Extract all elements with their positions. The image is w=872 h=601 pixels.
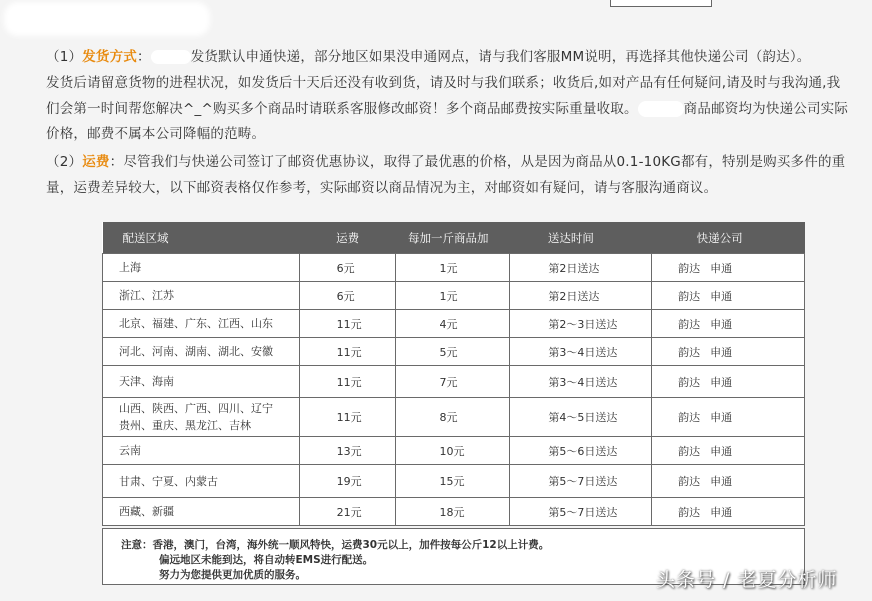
cell-add: 15元: [395, 465, 510, 498]
cell-carrier: 韵达 申通: [652, 398, 805, 437]
cell-region: 甘肃、宁夏、内蒙古: [103, 465, 300, 498]
cell-carrier: 韵达 申通: [652, 437, 805, 465]
cell-time: 第2～3日送达: [510, 310, 652, 338]
cell-add: 10元: [395, 437, 510, 465]
cell-time: 第4～5日送达: [510, 398, 652, 437]
cell-region: 上海: [103, 254, 300, 282]
shipping-rate-table: [102, 222, 805, 526]
header-region: 配送区域: [103, 222, 300, 254]
table-row: [103, 310, 805, 338]
table-row: [103, 254, 805, 282]
section1-line1: （1）发货方式： 发货默认申通快递，部分地区如果没申通网点，请与我们客服MM说明，再选择其他快递公司（韵达）。: [46, 49, 811, 65]
cell-fee: 11元: [299, 338, 395, 366]
cell-time: 第2日送达: [510, 282, 652, 310]
cell-time: 第3～4日送达: [510, 338, 652, 366]
note-line1: 注意：香港，澳门，台湾，海外统一顺风特快，运费30元以上，加件按每公斤12以上计费。: [121, 539, 550, 551]
cell-region: 浙江、江苏: [103, 282, 300, 310]
header-carrier: 快递公司: [652, 222, 805, 254]
cell-add: 4元: [395, 310, 510, 338]
note-line3: 努力为您提供更加优质的服务。: [159, 569, 306, 581]
cell-add: 8元: [395, 398, 510, 437]
cell-region: 山西、陕西、广西、四川、辽宁 贵州、重庆、黑龙江、吉林: [103, 398, 300, 437]
cell-fee: 11元: [299, 398, 395, 437]
cell-region: 河北、河南、湖南、湖北、安徽: [103, 338, 300, 366]
section2-label: 运费: [82, 154, 110, 170]
note-line2: 偏远地区未能到达，将自动转EMS进行配送。: [159, 554, 374, 566]
top-button-edge: [610, 0, 712, 7]
redacted-blur: [638, 101, 684, 117]
cell-add: 1元: [395, 254, 510, 282]
cell-fee: 13元: [299, 437, 395, 465]
cell-fee: 19元: [299, 465, 395, 498]
cell-region: 西藏、新疆: [103, 498, 300, 526]
cell-time: 第2日送达: [510, 254, 652, 282]
cell-region: 北京、福建、广东、江西、山东: [103, 310, 300, 338]
cell-add: 5元: [395, 338, 510, 366]
cell-carrier: 韵达 申通: [652, 338, 805, 366]
redacted-blur-top-left: [4, 2, 210, 36]
cell-carrier: 韵达 申通: [652, 282, 805, 310]
table-header-row: [103, 222, 805, 254]
cell-time: 第5～7日送达: [510, 498, 652, 526]
cell-add: 7元: [395, 366, 510, 398]
section1-line3: 们会第一时间帮您解决^_^购买多个商品时请联系客服修改邮资！多个商品邮费按实际重量收取。 商品邮资均为快递公司实际: [46, 101, 849, 117]
section1-label: 发货方式: [82, 49, 138, 65]
cell-fee: 11元: [299, 310, 395, 338]
table-row: [103, 437, 805, 465]
cell-region: 天津、海南: [103, 366, 300, 398]
table-row: [103, 282, 805, 310]
watermark: 头条号 / 老夏分析师: [656, 569, 838, 591]
cell-fee: 6元: [299, 282, 395, 310]
cell-carrier: 韵达 申通: [652, 310, 805, 338]
section2-line2: 量，运费差异较大，以下邮资表格仅作参考，实际邮资以商品情况为主，对邮资如有疑问，请与客服沟通商议。: [46, 180, 718, 196]
table-row: [103, 366, 805, 398]
redacted-blur: [151, 50, 191, 64]
cell-add: 1元: [395, 282, 510, 310]
cell-fee: 21元: [299, 498, 395, 526]
cell-fee: 11元: [299, 366, 395, 398]
cell-carrier: 韵达 申通: [652, 254, 805, 282]
header-fee: 运费: [299, 222, 395, 254]
cell-carrier: 韵达 申通: [652, 366, 805, 398]
cell-fee: 6元: [299, 254, 395, 282]
table-row: [103, 338, 805, 366]
table-row: [103, 465, 805, 498]
header-time: 送达时间: [510, 222, 652, 254]
cell-time: 第5～7日送达: [510, 465, 652, 498]
cell-add: 18元: [395, 498, 510, 526]
table-row: [103, 398, 805, 437]
cell-carrier: 韵达 申通: [652, 498, 805, 526]
cell-carrier: 韵达 申通: [652, 465, 805, 498]
cell-time: 第3～4日送达: [510, 366, 652, 398]
section1-line4: 价格，邮费不属本公司降幅的范畴。: [46, 126, 266, 142]
cell-region: 云南: [103, 437, 300, 465]
table-row: [103, 498, 805, 526]
section1-line2: 发货后请留意货物的进程状况，如发货后十天后还没有收到货，请及时与我们联系；收货后,如对产品有任何疑问,请及时与我沟通,我: [46, 75, 841, 91]
cell-time: 第5～6日送达: [510, 437, 652, 465]
header-add: 每加一斤商品加: [395, 222, 510, 254]
section2-line1: （2）运费：尽管我们与快递公司签订了邮资优惠协议，取得了最优惠的价格，从是因为商品从0.1-10KG都有，特别是购买多件的重: [46, 154, 846, 170]
